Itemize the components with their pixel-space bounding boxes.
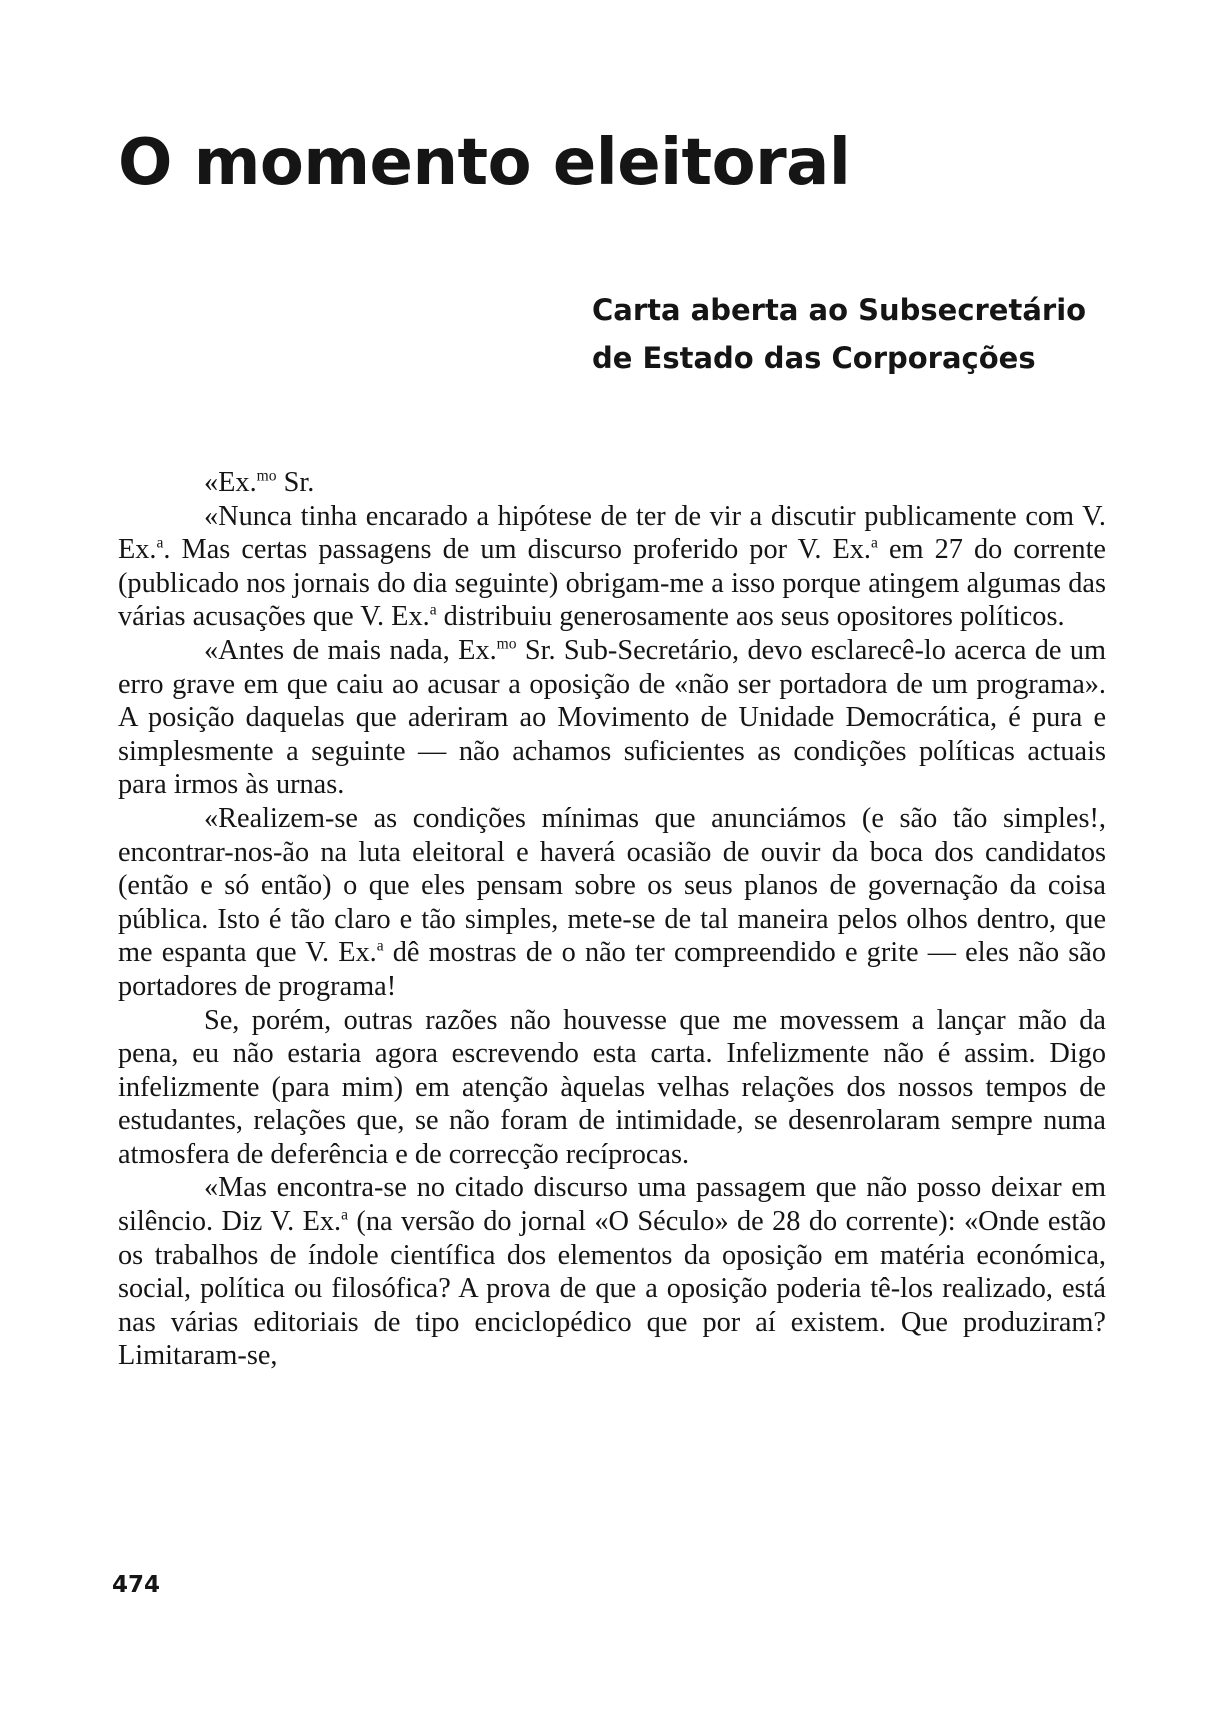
paragraph (118, 500, 1106, 634)
paragraph (118, 802, 1106, 1004)
superscript: mo (496, 635, 517, 653)
text-run: «Nunca tinha encarado a hipótese de ter de vir a discutir publicamente com V. Ex. (118, 500, 1106, 566)
paragraph (118, 1004, 1106, 1172)
superscript: a (341, 1206, 348, 1224)
page-title: O momento eleitoral (118, 126, 851, 200)
salutation: «Ex.$^{mo}$ Sr. (204, 467, 315, 498)
paragraph (118, 1171, 1106, 1373)
subtitle (592, 286, 1086, 382)
text-run: «Mas encontra-se no citado discurso uma passagem que não posso deixar em silêncio. Diz V. Ex. (118, 1172, 1106, 1238)
superscript: a (376, 937, 384, 955)
text-run: distribuiu generosamente aos seus opositores políticos. (436, 601, 1065, 633)
superscript: a (156, 534, 164, 552)
page-number: 474 (112, 1572, 161, 1598)
subtitle-line-1: Carta aberta ao Subsecretário (592, 293, 1087, 327)
text-run: (na versão do jornal «O Século» de 28 do corrente): «Onde estão os trabalhos de índole científica dos elementos da oposição em matéria económica, social, política ou filosófica? A prova de que a oposição poderia tê-los realizado, está nas várias editoriais de tipo enciclopédico que por aí existem. Que produziram? Limitaram-se, (118, 1206, 1106, 1372)
text-run: dê mostras de o não ter compreendido e grite — eles não são portadores de programa! (118, 937, 1106, 1002)
text-run: Se, porém, outras razões não houvesse que me movessem a lançar mão da pena, eu não estaria agora escrevendo esta carta. Infelizmente não é assim. Digo infelizmente (para mim) em atenção àquelas velhas relações dos nossos tempos de estudantes, relações que, se não foram de intimidade, se desenrolaram sempre numa atmosfera de deferência e de correcção recíprocas. (118, 1004, 1106, 1170)
text-run: Sr. Sub-Secretário, devo esclarecê-lo acerca de um erro grave em que caiu ao acusar a oposição de «não ser portadora de um programa». A posição daquelas que aderiram ao Movimento de Unidade Democrática, é pura e simplesmente a seguinte — não achamos suficientes as condições políticas actuais para irmos às urnas. (118, 634, 1106, 801)
text-run: em 27 do corrente (publicado nos jornais do dia seguinte) obrigam-me a isso porque atingem algumas das várias acusações que V. Ex. (118, 534, 1106, 633)
letter-body (118, 466, 1106, 1373)
text-run: . Mas certas passagens de um discurso proferido por V. Ex. (163, 534, 871, 566)
superscript: a (429, 601, 437, 619)
paragraph (118, 634, 1106, 802)
superscript: a (871, 534, 878, 552)
text-run: «Antes de mais nada, Ex. (204, 634, 497, 666)
text-run: «Realizem-se as condições mínimas que anunciámos (e são tão simples!, encontrar-nos-ão na luta eleitoral e haverá ocasião de ouvir da boca dos candidatos (então e só então) o que eles pensam sobre os seus planos de governação da coisa pública. Isto é tão claro e tão simples, mete-se de tal maneira pelos olhos dentro, que me espanta que V. Ex. (118, 802, 1106, 969)
subtitle-line-2: de Estado das Corporações (592, 341, 1036, 375)
